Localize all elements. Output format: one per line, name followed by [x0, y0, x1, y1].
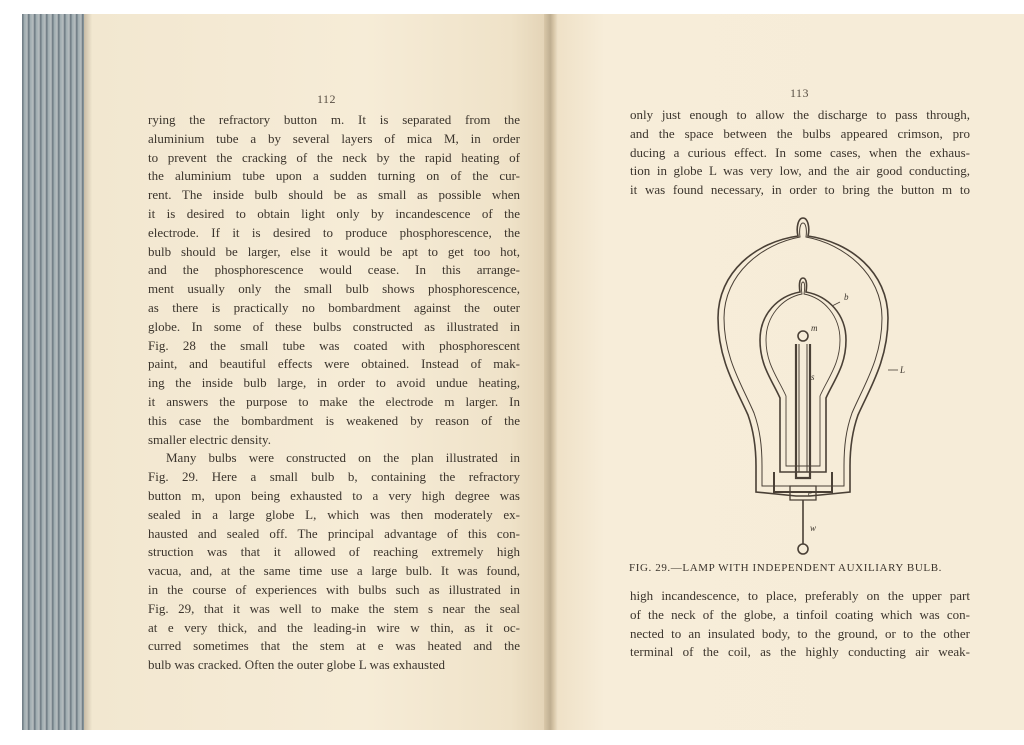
stem-s	[796, 344, 810, 478]
text-line: and the space between the bulbs appeared crimson, pro	[630, 125, 970, 141]
label-e: e	[808, 488, 812, 498]
text-line: struction was that it allowed of reaching extremely high	[148, 544, 520, 560]
text-line: rent. The inside bulb should be as small as possible when	[148, 187, 520, 203]
text-line: ducing a curious effect. In some cases, when the exhaus-	[630, 144, 970, 160]
label-L: L	[900, 365, 906, 375]
text-line: bulb should be larger, else it would be apt to get too hot,	[148, 243, 520, 259]
text-line: aluminium tube a by several layers of mica M, in order	[148, 130, 520, 146]
text-line: it answers the purpose to make the electrode m larger. In	[148, 393, 520, 409]
text-line: electrode. If it is desired to produce phosphorescence, the	[148, 224, 520, 240]
text-line: to prevent the cracking of the neck by the rapid heating of	[148, 149, 520, 165]
text-line: at e very thick, and the leading-in wire w thin, as it oc-	[148, 619, 520, 635]
text-line: it is desired to obtain light only by incandescence of the	[148, 205, 520, 221]
text-line: Fig. 29, that it was well to make the stem s near the seal	[148, 600, 520, 616]
text-line: Many bulbs were constructed on the plan illustrated in	[166, 450, 520, 466]
seal-e	[774, 472, 832, 492]
book-gutter	[544, 14, 558, 730]
outer-globe-L	[718, 218, 888, 496]
page-number-right: 113	[790, 86, 810, 100]
right-page-top-text	[630, 106, 970, 200]
text-line: rying the refractory button m. It is separated from the	[148, 112, 520, 127]
text-line: ing the inside bulb large, in order to avoid undue heating,	[148, 375, 520, 391]
text-line: hausted and sealed off. The principal advantage of this con-	[148, 525, 520, 541]
text-line: sealed in a large globe L, which was then moderately ex-	[148, 506, 520, 522]
text-line: this case the bombardment is weakened by reason of the	[148, 412, 520, 428]
book-scan	[22, 14, 1024, 730]
text-line: button m, upon being exhausted to a very high degree was	[148, 487, 520, 503]
text-line: only just enough to allow the discharge to pass through,	[630, 107, 970, 122]
button-m	[798, 331, 808, 341]
inner-bulb-b	[760, 278, 846, 472]
left-page-text	[148, 111, 520, 675]
page-edges	[22, 14, 84, 730]
text-line: the aluminium tube upon a sudden turning on of the cur-	[148, 168, 520, 184]
figure-caption: FIG. 29.—LAMP WITH INDEPENDENT AUXILIARY BULB.	[629, 562, 942, 574]
label-s: s	[811, 372, 815, 382]
label-m: m	[811, 323, 818, 333]
text-line: vacua, and, at the same time use a large bulb. It was found,	[148, 563, 520, 579]
text-line: bulb was cracked. Often the outer globe L was exhausted	[148, 657, 445, 673]
lamp-figure	[698, 210, 908, 558]
right-page-bottom-text	[630, 587, 970, 662]
page-number-left: 112	[317, 92, 337, 106]
label-w: w	[810, 523, 817, 533]
text-line: smaller electric density.	[148, 431, 271, 447]
text-line: paint, and beautiful effects were obtained. Instead of mak-	[148, 356, 520, 372]
text-line: Fig. 29. Here a small bulb b, containing the refractory	[148, 469, 520, 485]
text-line: globe. In some of these bulbs constructed as illustrated in	[148, 318, 520, 334]
text-line: nected to an insulated body, to the ground, or to the other	[630, 625, 970, 641]
text-line: it was found necessary, in order to bring the button m to	[630, 182, 970, 198]
text-line: and the phosphorescence would cease. In this arrange-	[148, 262, 520, 278]
text-line: as there is practically no bombardment against the outer	[148, 299, 520, 315]
text-line: of the neck of the globe, a tinfoil coating which was con-	[630, 606, 970, 622]
text-line: Fig. 28 the small tube was coated with phosphorescent	[148, 337, 520, 353]
left-page	[92, 14, 547, 730]
text-line: high incandescence, to place, preferably on the upper part	[630, 588, 970, 603]
text-line: tion in globe L was very low, and the air good conducting,	[630, 163, 970, 179]
text-line: ment usually only the small bulb shows phosphorescence,	[148, 281, 520, 297]
label-b: b	[844, 292, 849, 302]
text-line: terminal of the coil, as the highly conducting air weak-	[630, 644, 970, 660]
right-page	[558, 14, 1024, 730]
text-line: curred sometimes that the stem at e was heated and the	[148, 638, 520, 654]
text-line: in the course of experiences with bulbs such as illustrated in	[148, 581, 520, 597]
